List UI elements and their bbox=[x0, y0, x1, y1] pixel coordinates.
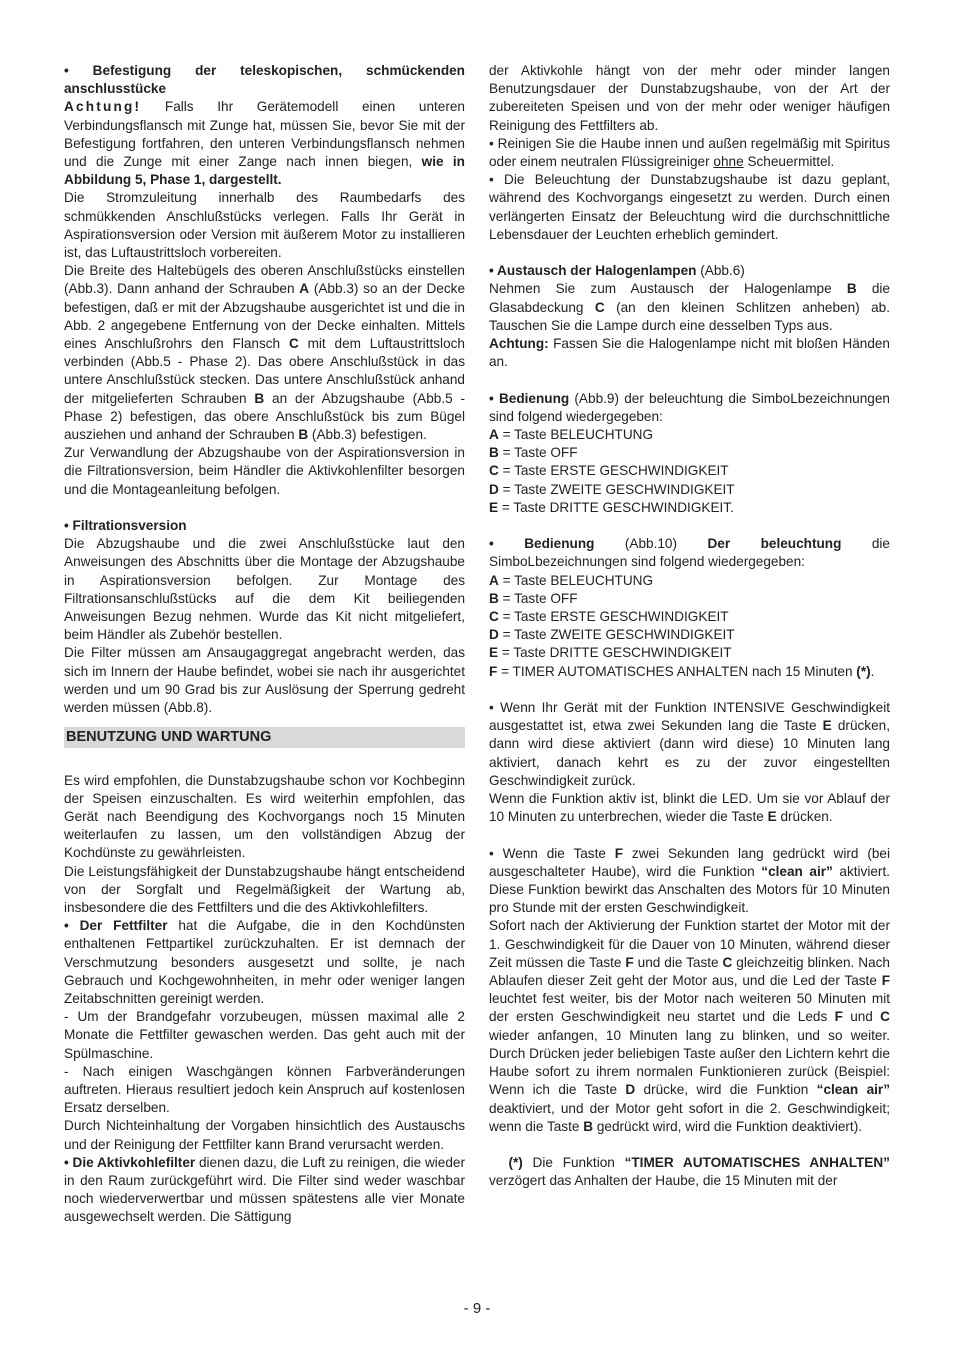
filtration-heading: • Filtrationsversion bbox=[64, 518, 187, 534]
cleaning-paragraph: • Reinigen Sie die Haube innen und außen regelmäßig mit Spiritus oder einem neutralen Flüssigreiniger ohne Scheuermittel. bbox=[489, 135, 890, 170]
usage-paragraph-1: Es wird empfohlen, die Dunstabzugshaube schon vor Kochbeginn der Speisen einzuschalten. Es wird weiterhin empfohlen, das Gerät nach Beendigung des Kochvorgangs noch 15 Minuten weiterlaufen zu lassen, um den vollständigen Abzug der Kochdünste zu gewährleisten. bbox=[64, 772, 465, 861]
intensive-led-paragraph: Wenn die Funktion aktiv ist, blinkt die LED. Um sie vor Ablauf der 10 Minuten zu unterbrechen, wieder die Taste E drücken. bbox=[489, 791, 890, 825]
controls-2-heading: • Bedienung (Abb.10) Der beleuchtung die SimboLbezeichnungen sind folgend wiedergegeben: bbox=[489, 536, 890, 570]
controls-2-item: D = Taste ZWEITE GESCHWINDIGKEIT bbox=[489, 627, 735, 643]
conversion-paragraph: Zur Verwandlung der Abzugshaube von der Aspirationsversion in die Filtrationsversion, beim Händler die Aktivkohlenfilter besorgen und die Montageanleitung befolgen. bbox=[64, 445, 465, 497]
controls-2-item: E = Taste DRITTE GESCHWINDIGKEIT bbox=[489, 645, 732, 661]
controls-1-item: E = Taste DRITTE GESCHWINDIGKEIT. bbox=[489, 499, 734, 515]
controls-2-item: A = Taste BELEUCHTUNG bbox=[489, 572, 654, 588]
halogen-warning: Achtung: Fassen Sie die Halogenlampe nicht mit bloßen Händen an. bbox=[489, 336, 890, 370]
carbon-filter-paragraph: • Die Aktivkohlefilter dienen dazu, die Luft zu reinigen, die wieder in den Raum zurückgeführt wird. Die Filter sind weder waschbar noch wiederverwertbar und müssen spätestens alle vier Monate ausgewechselt werden. Die Sättigung bbox=[64, 1154, 465, 1225]
filtration-paragraph-2: Die Filter müssen am Ansaugaggregat angebracht werden, das sich im Innern der Haube befindet, wobei sie nach ihr ausgerichtet werden und um 90 Grad bis zur Auslösung der Sperrung gedreht werden müssen (Abb.8). bbox=[64, 645, 465, 716]
lighting-paragraph: • Die Beleuchtung der Dunstabzugshaube ist dazu geplant, während des Kochvorgangs eingesetzt zu werden. Durch einen verlängerten Einsatz der Beleuchtung wird die durchschnittliche Lebensdauer der Leuchten erheblich gemindert. bbox=[489, 172, 890, 242]
page-number: - 9 - bbox=[463, 1300, 491, 1317]
controls-2-item: C = Taste ERSTE GESCHWINDIGKEIT bbox=[489, 609, 729, 625]
grease-filter-paragraph: • Der Fettfilter hat die Aufgabe, die in den Kochdünsten enthaltenen Fettpartikel zurückzuhalten. Er ist demnach der Verschmutzung besonders ausgesetzt und sollte, je nach Gebrauch und Kochgewohnheiten, in mehr oder weniger langen Zeitabschnitten gereinigt werden. bbox=[64, 918, 465, 1006]
clean-air-paragraph: • Wenn die Taste F zwei Sekunden lang gedrückt wird (bei ausgeschalteter Haube), wird die Funktion “clean air” aktiviert. Diese Funktion bewirkt das Anschalten des Motors für 10 Minuten pro Stunde mit der ersten Geschwindigkeit. bbox=[489, 845, 891, 916]
left-column bbox=[64, 62, 465, 1227]
halogen-heading: • Austausch der Halogenlampen (Abb.6) bbox=[489, 263, 745, 279]
filtration-paragraph-1: Die Abzugshaube und die zwei Anschlußstücke laut den Anweisungen des Abschnitts über die Montage der Abzugshaube in Aspirationsversion befolgen. Zur Montage des Filtrationsanschlußstücks auf die dem Kit beiliegenden Anweisungen Bezug nehmen. Wurde das Kit nicht mitgeliefert, beim Händler als Zubehör bestellen. bbox=[64, 536, 465, 643]
power-cable-paragraph: Die Stromzuleitung innerhalb des Raumbedarfs des schmükkenden Anschlußstücks verlegen. Falls Ihr Gerät in Aspirationsversion oder Version mit äußerem Motor zu installieren ist, das Luftaustrittsloch vorbereiten. bbox=[64, 190, 465, 261]
grease-filter-dash-2: - Nach einigen Waschgängen können Farbveränderungen auftreten. Hieraus resultiert jedoch kein Anspruch auf kostenlosen Ersatz derselben. bbox=[64, 1063, 465, 1116]
controls-2-item-timer: F = TIMER AUTOMATISCHES ANHALTEN nach 15 Minuten (*). bbox=[489, 663, 875, 679]
carbon-filter-continued: der Aktivkohle hängt von der mehr oder minder langen Benutzungsdauer der Dunstabzugshaube, von der Art der zubereiteten Speisen und von der mehr oder weniger häufigen Reinigung des Fettfilters ab. bbox=[489, 63, 890, 133]
controls-1-item: A = Taste BELEUCHTUNG bbox=[489, 427, 654, 443]
bracket-paragraph: Die Breite des Haltebügels des oberen Anschlußstücks einstellen (Abb.3). Dann anhand der Schrauben A (Abb.3) so an der Decke befestigen, daß er mit der Abzugshaube ausgerichtet ist und die in Abb. 2 angegebene Entfernung von der Decke einhalten. Mittels eines Anschlußrohrs den Flansch C mit dem Luftaustrittsloch verbinden (Abb.5 - Phase 2). Das obere Anschlußstück in das untere Anschlußstück stecken. Das untere Anschlußstück anhand der mitgelieferten Schrauben B an der Abzugshaube (Abb.5 - Phase 2) befestigen, das obere Anschlußstück bis zum Bügel ausziehen und anhand der Schrauben B (Abb.3) befestigen. bbox=[64, 263, 466, 443]
section-heading: BENUTZUNG UND WARTUNG bbox=[64, 727, 465, 747]
halogen-paragraph: Nehmen Sie zum Austausch der Halogenlampe B die Glasabdeckung C (an den kleinen Schlitzen anheben) ab. Tauschen Sie die Lampe durch eine desselben Typs aus. bbox=[489, 281, 890, 333]
intensive-paragraph: • Wenn Ihr Gerät mit der Funktion INTENSIVE Geschwindigkeit ausgestattet ist, etwa zwei Sekunden lang die Taste E drücken, dann wird diese aktiviert (dann wird diese) 10 Minuten lang aktiviert, danach kehrt es zu der zuvor eingestellten Geschwindigkeit zurück. bbox=[489, 700, 890, 788]
clean-air-details: Sofort nach der Aktivierung der Funktion startet der Motor mit der 1. Geschwindigkeit für die Dauer von 10 Minuten, während dieser Zeit müssen die Taste F und die Taste C gleichzeitig blinken. Nach Ablaufen dieser Zeit geht der Motor aus, und die Led der Taste F leuchtet fest weiter, bis der Motor nach weiteren 50 Minuten mit der ersten Geschwindigkeit neu startet und die Leds F und C wieder anfangen, 10 Minuten lang zu blinken, und so weiter. Durch Drücken jeder beliebigen Taste außer den Lichtern kehrt die Haube sofort zu ihrem normalen Funktionieren zurück (Beispiel: Wenn ich die Taste D drücke, wird die Funktion “clean air” deaktiviert, und der Motor geht sofort in die 2. Geschwindigkeit; wenn die Taste B gedrückt wird, wird die Funktion deaktiviert). bbox=[489, 918, 890, 1134]
controls-1-heading: • Bedienung (Abb.9) der beleuchtung die SimboLbezeichnungen sind folgend wiedergegeben: bbox=[489, 390, 890, 424]
usage-paragraph-2: Die Leistungsfähigkeit der Dunstabzugshaube hängt entscheidend von der Sorgfalt und Regelmäßigkeit der Wartung ab, insbesondere die des Fettfilters und die des Aktivkohlefilters. bbox=[64, 863, 465, 915]
controls-1-item: B = Taste OFF bbox=[489, 445, 578, 461]
grease-filter-dash-1: - Um der Brandgefahr vorzubeugen, müssen maximal alle 2 Monate die Fettfilter gewaschen werden. Das geht auch mit der Spülmaschine. bbox=[64, 1009, 465, 1061]
telescopic-paragraph: Achtung! Falls Ihr Gerätemodell einen unteren Verbindungsflansch mit Zunge hat, müssen Sie, bevor Sie mit der Befestigung fortfahren, den unteren Verbindungsflansch nehmen und die Zunge mit einer Zange nach innen biegen, wie in Abbildung 5, Phase 1, dargestellt. bbox=[64, 99, 465, 188]
right-column bbox=[489, 62, 890, 1191]
timer-footnote: (*) Die Funktion “TIMER AUTOMATISCHES ANHALTEN” verzögert das Anhalten der Haube, die 15 Minuten mit der bbox=[489, 1155, 890, 1189]
telescopic-heading: • Befestigung der teleskopischen, schmückenden anschlusstücke bbox=[64, 63, 465, 97]
controls-1-item: C = Taste ERSTE GESCHWINDIGKEIT bbox=[489, 463, 729, 479]
usage-paragraph-3: Durch Nichteinhaltung der Vorgaben hinsichtlich des Austauschs und der Reinigung der Fettfilter kann Brand verursacht werden. bbox=[64, 1118, 465, 1152]
controls-1-item: D = Taste ZWEITE GESCHWINDIGKEIT bbox=[489, 481, 735, 497]
controls-2-item: B = Taste OFF bbox=[489, 590, 578, 606]
